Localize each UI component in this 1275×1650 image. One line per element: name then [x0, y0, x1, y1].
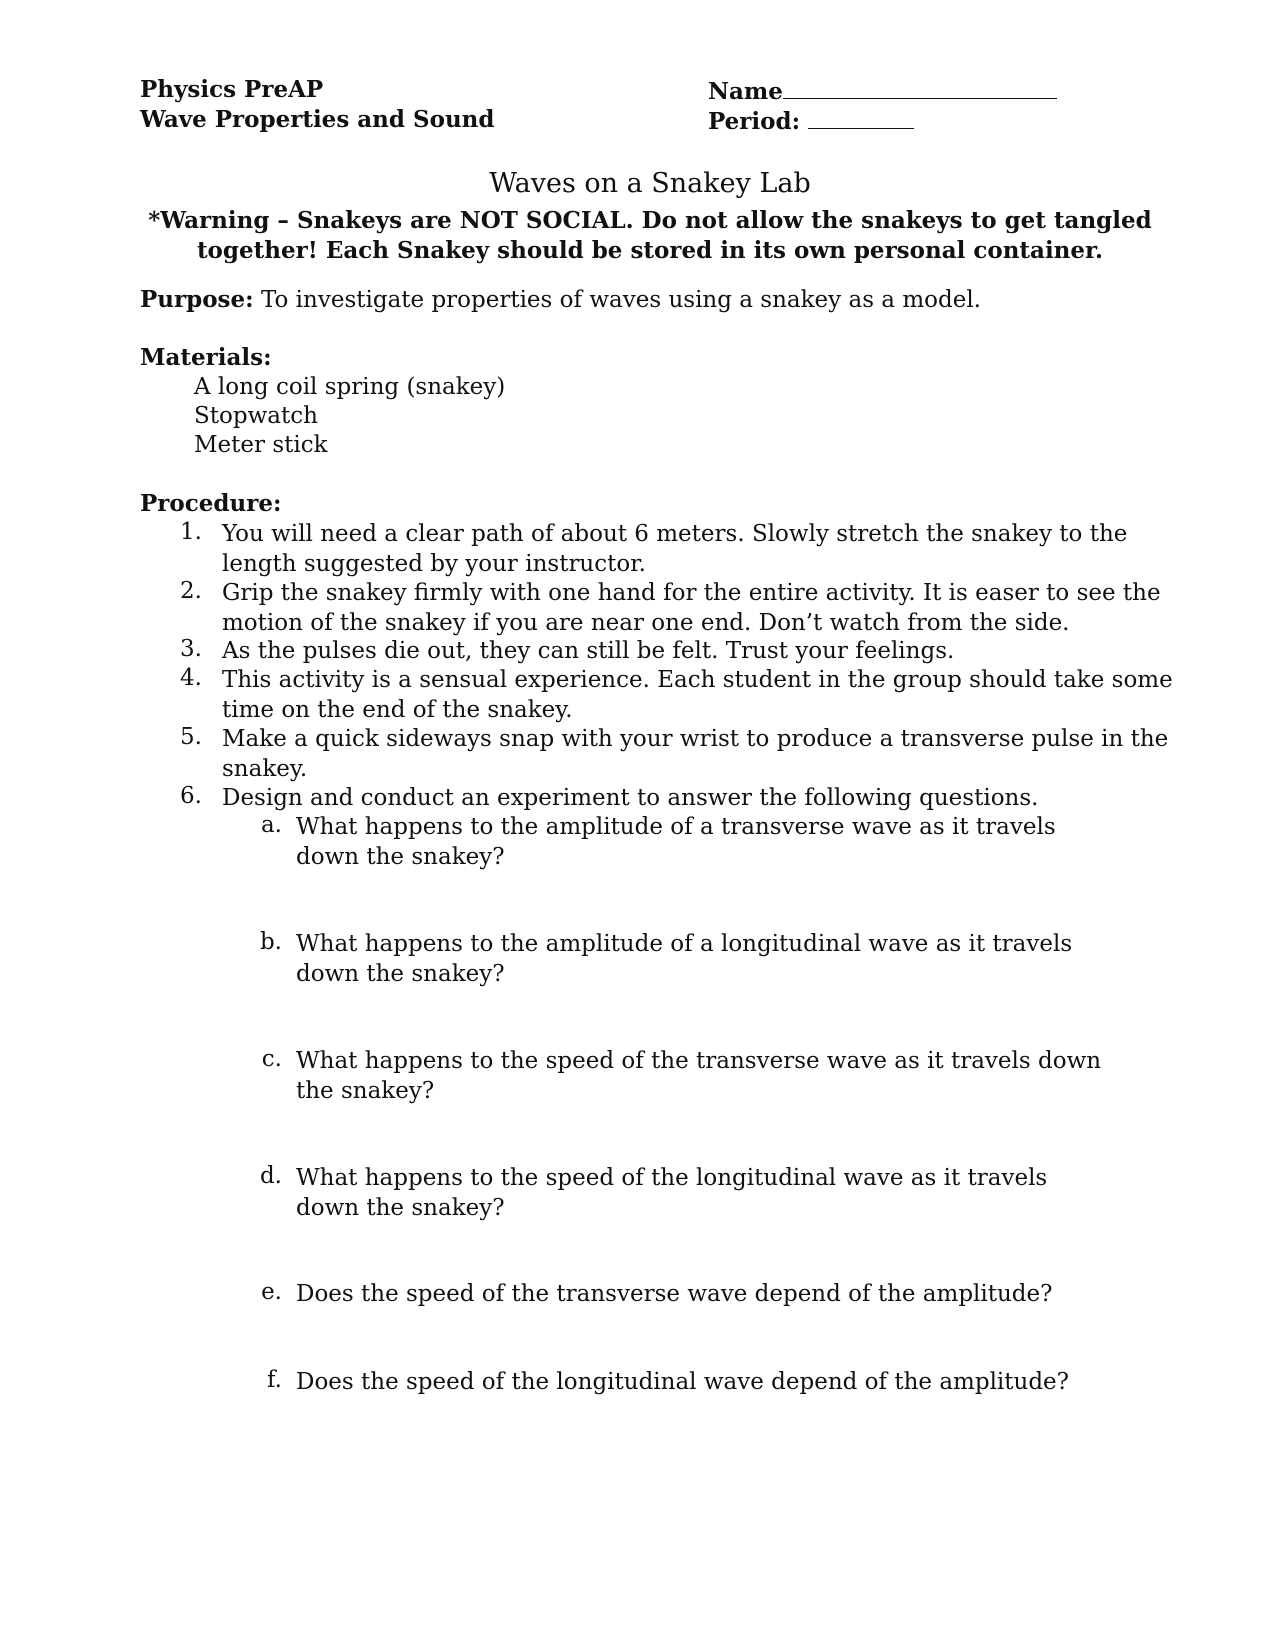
step-number: 2. [180, 578, 202, 604]
question-letter: e. [261, 1279, 282, 1305]
step-text: This activity is a sensual experience. Each student in the group should take some time on the end of the snakey. [222, 667, 1173, 723]
name-field[interactable] [708, 76, 1057, 105]
procedure-label: Procedure: [140, 490, 282, 517]
material-item: A long coil spring (snakey) [194, 374, 506, 400]
question-text: What happens to the speed of the longitudinal wave as it travels down the snakey? [296, 1165, 1048, 1221]
question-letter: f. [266, 1367, 282, 1393]
question-letter: c. [261, 1046, 282, 1072]
purpose-line [140, 286, 981, 313]
question-text: Does the speed of the transverse wave depend of the amplitude? [296, 1281, 1053, 1307]
material-item: Stopwatch [194, 403, 318, 429]
course-title: Physics PreAP [140, 76, 324, 103]
period-field[interactable] [708, 106, 914, 135]
question-letter: d. [259, 1163, 282, 1189]
warning-note: *Warning – Snakeys are NOT SOCIAL. Do not allow the snakeys to get tangled together! Each Snakey should be stored in its own personal container. [148, 207, 1152, 264]
purpose-text: To investigate properties of waves using a snakey as a model. [260, 287, 981, 313]
step-number: 6. [180, 783, 202, 809]
question-text: Does the speed of the longitudinal wave depend of the amplitude? [296, 1369, 1070, 1395]
question-text: What happens to the amplitude of a transverse wave as it travels down the snakey? [296, 814, 1056, 870]
unit-title: Wave Properties and Sound [140, 106, 495, 133]
step-text: You will need a clear path of about 6 meters. Slowly stretch the snakey to the length suggested by your instructor. [222, 521, 1128, 577]
step-text: Design and conduct an experiment to answer the following questions. [222, 785, 1039, 811]
question-letter: a. [260, 812, 282, 838]
step-number: 3. [180, 636, 202, 662]
material-item: Meter stick [194, 432, 328, 458]
question-text: What happens to the amplitude of a longitudinal wave as it travels down the snakey? [296, 931, 1073, 987]
purpose-label: Purpose: [140, 286, 254, 313]
question-text: What happens to the speed of the transverse wave as it travels down the snakey? [296, 1048, 1102, 1104]
step-number: 4. [180, 665, 202, 691]
step-text: Grip the snakey firmly with one hand for the entire activity. It is easer to see the motion of the snakey if you are near one end. Don’t watch from the side. [222, 580, 1161, 636]
name-label: Name [708, 78, 783, 105]
step-number: 1. [180, 519, 202, 545]
step-number: 5. [180, 724, 202, 750]
materials-label: Materials: [140, 344, 272, 371]
period-blank[interactable] [808, 106, 914, 129]
name-blank[interactable] [783, 76, 1057, 99]
page-title: Waves on a Snakey Lab [489, 168, 811, 199]
step-text: Make a quick sideways snap with your wrist to produce a transverse pulse in the snakey. [222, 726, 1169, 782]
step-text: As the pulses die out, they can still be felt. Trust your feelings. [222, 638, 955, 664]
period-label: Period: [708, 108, 801, 135]
question-letter: b. [259, 929, 282, 955]
